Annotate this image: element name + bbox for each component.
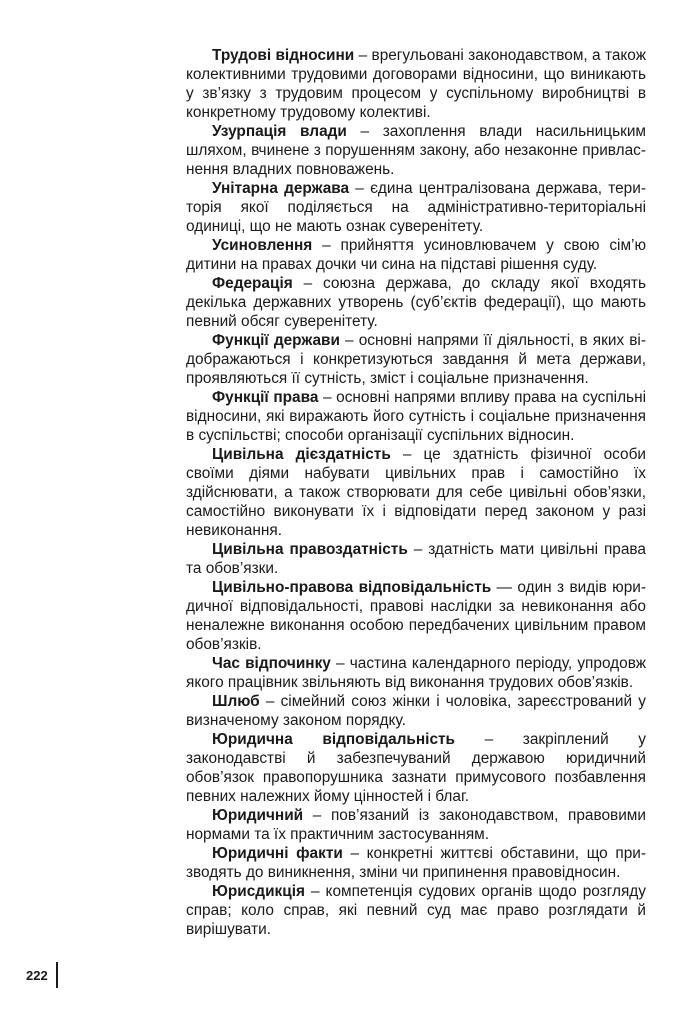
term-separator: – bbox=[312, 237, 341, 254]
glossary-term: Функції держави bbox=[212, 332, 340, 349]
glossary-entry bbox=[186, 46, 646, 122]
glossary-term: Узурпація влади bbox=[212, 123, 347, 140]
glossary-definition: основні напрями впливу права на суспільні відносини, які виражають його сутність і соціальне призначення в суспільстві; способи організації суспільних відносин. bbox=[186, 389, 646, 444]
glossary-entry bbox=[186, 806, 646, 844]
glossary-entry bbox=[186, 578, 646, 654]
glossary-definition: здатність мати цивільні права та обов’язки. bbox=[186, 541, 646, 577]
glossary-entry bbox=[186, 179, 646, 236]
glossary-term: Усиновлення bbox=[212, 237, 313, 254]
term-separator: – bbox=[346, 123, 383, 140]
glossary-entry bbox=[186, 730, 646, 806]
term-separator: – bbox=[455, 731, 523, 748]
glossary-term: Цивільна дієздатність bbox=[212, 446, 391, 463]
glossary-entry bbox=[186, 236, 646, 274]
term-separator: – bbox=[318, 389, 337, 406]
glossary-entry bbox=[186, 882, 646, 939]
term-separator: — bbox=[491, 579, 518, 596]
glossary-term: Цивільно-правова відповідальність bbox=[212, 579, 492, 596]
term-separator: – bbox=[407, 541, 429, 558]
glossary-term: Федерація bbox=[212, 275, 293, 292]
glossary-content bbox=[186, 46, 646, 939]
glossary-definition: основні напрями її діяльності, в яких відображаються і конкретизуються завдання й мета держави, проявляються її сутність, зміст і соціальне призначення. bbox=[186, 332, 646, 387]
glossary-definition: прийняття усиновлювачем у свою сім’ю дитини на правах дочки чи сина на підставі рішення суду. bbox=[186, 237, 646, 273]
term-separator: – bbox=[303, 807, 331, 824]
glossary-definition: захоплення влади насильницьким шляхом, вчинене з порушенням закону, або незаконне привласнення владних повноважень. bbox=[186, 123, 646, 178]
glossary-term: Юридична відповідальність bbox=[212, 731, 456, 748]
glossary-term: Трудові відносини bbox=[212, 47, 355, 64]
page-number: 222 bbox=[26, 967, 48, 983]
glossary-definition: закріплений у законодавстві й забезпечуваний державою юридичний обов’язок правопорушника зазнати примусового позбавлення певних належних йому цінностей і благ. bbox=[186, 731, 646, 805]
term-separator: – bbox=[259, 693, 281, 710]
glossary-entry bbox=[186, 654, 646, 692]
glossary-term: Час відпочинку bbox=[212, 655, 331, 672]
page-number-rule bbox=[56, 962, 58, 988]
glossary-definition: союзна держава, до складу якої входять декілька державних утворень (суб’єктів федерації), що мають певний обсяг суверенітету. bbox=[186, 275, 646, 330]
glossary-definition: єдина централізована держава, територія якої поділяється на адміністративно-територіальні одиниці, що не мають ознак суверенітету. bbox=[186, 180, 646, 235]
glossary-entry bbox=[186, 540, 646, 578]
glossary-entry bbox=[186, 445, 646, 540]
glossary-definition: один з видів юридичної відповідальності, правові наслідки за невиконання або неналежне виконання особою передбачених цивільним правом обов’язків. bbox=[186, 579, 647, 653]
glossary-entry bbox=[186, 692, 646, 730]
glossary-entry bbox=[186, 331, 646, 388]
glossary-definition: сімейний союз жінки і чоловіка, зареєстрований у визначеному законом порядку. bbox=[186, 693, 646, 729]
glossary-term: Юридичні факти bbox=[212, 845, 343, 862]
glossary-definition: компетенція судових органів щодо розгляду справ; коло справ, які певний суд має право розглядати й вирішувати. bbox=[186, 883, 646, 938]
glossary-term: Юрисдикція bbox=[212, 883, 305, 900]
glossary-entry bbox=[186, 844, 646, 882]
page-footer bbox=[26, 962, 58, 988]
glossary-definition: це здатність фізичної особи своїми діями набувати цивільних прав і самостійно їх здійснювати, а також створювати для себе цивільні обов’язки, самостійно виконувати їх і відповідати перед законом у разі невиконання. bbox=[186, 446, 646, 539]
term-separator: – bbox=[292, 275, 324, 292]
term-separator: – bbox=[390, 446, 424, 463]
term-separator: – bbox=[304, 883, 326, 900]
term-separator: – bbox=[354, 47, 372, 64]
glossary-term: Функції права bbox=[212, 389, 319, 406]
glossary-term: Юридичний bbox=[212, 807, 304, 824]
glossary-definition: пов’язаний із законодавством, правовими нормами та їх практичним застосуванням. bbox=[186, 807, 646, 843]
glossary-definition: конкретні життєві обставини, що призводять до виникнення, зміни чи припинення правовідносин. bbox=[186, 845, 646, 881]
term-separator: – bbox=[339, 332, 359, 349]
term-separator: – bbox=[342, 845, 367, 862]
glossary-term: Шлюб bbox=[212, 693, 260, 710]
glossary-term: Унітарна держава bbox=[212, 180, 350, 197]
glossary-entry bbox=[186, 122, 646, 179]
glossary-definition: частина календарного періоду, упродовж якого працівник звільняють від виконання трудових обов’язків. bbox=[186, 655, 646, 691]
glossary-term: Цивільна правоздатність bbox=[212, 541, 408, 558]
term-separator: – bbox=[330, 655, 350, 672]
glossary-entry bbox=[186, 388, 646, 445]
term-separator: – bbox=[349, 180, 371, 197]
glossary-definition: врегульовані законодавством, а також колективними трудовими договорами відносини, що виникають у зв’язку з трудовим процесом у суспільному виробництві в конкретному трудовому колективі. bbox=[186, 47, 646, 121]
glossary-entry bbox=[186, 274, 646, 331]
